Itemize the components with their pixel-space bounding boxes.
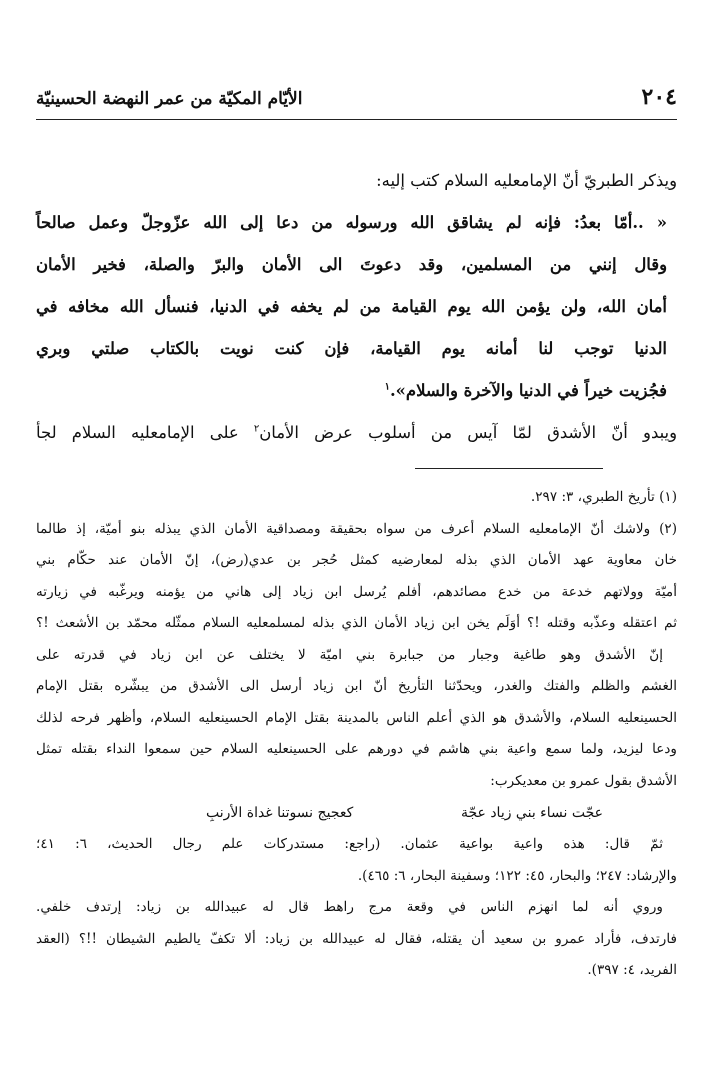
footnotes <box>36 482 677 987</box>
footnote-2-line: ثمّ قال: هذه واعية بواعية عثمان. (راجع: مستدركات علم رجال الحديث، ٦: ٤١؛ <box>36 836 664 852</box>
poem-hemistich-left: كعجيج نسوتنا غداة الأرنبِ <box>206 805 354 821</box>
footnote-2-line: ودعا ليزيد، ولما سمع واعية بني هاشم في دورهم على الحسينعليه السلام حين سمعوا النداء بقتله تمثل <box>36 741 677 757</box>
body-line-part: ويبدو أنّ الأشدق لمّا آيس من أسلوب عرض الأمان <box>259 423 677 442</box>
footnote-ref-2: ٢ <box>253 423 260 435</box>
footnote-2-line: أميّة وولاتهم خدعة من خدع مصائدهم، أفلم يُرسل ابن زياد إلى هاني من يؤمنه ويرغّبه في زيارته <box>36 583 677 600</box>
body-line-part: على الإمامعليه السلام لجأ <box>36 423 239 442</box>
footnote-2-line: الأشدق بقول عمرو بن معديكرب: <box>490 772 677 789</box>
main-text <box>36 160 677 454</box>
poem-hemistich-right: عجّت نساء بني زياد عجّة <box>460 805 603 821</box>
body-line <box>36 412 677 454</box>
footnote-ref-1: ١ <box>384 381 390 393</box>
footnote-2-line: الغشم والظلم والفتك والغدر، ويحدّثنا التأريخ أنّ ابن زياد أرسل الى الأشدق من يبشّره بقتل الإمام <box>36 678 677 694</box>
footnote-2-line: وروي أنه لما انهزم الناس في وقعة مرج راهط قال له عبيدالله بن زياد: إرتدف خلفي. <box>36 899 663 915</box>
header-rule <box>36 119 677 120</box>
quote-line: وقال إنني من المسلمين، وقد دعوتَ الى الأمان والبرّ والصلة، فخير الأمان <box>36 255 667 274</box>
page-number: ٢٠٤ <box>641 84 677 110</box>
page-header <box>36 84 677 110</box>
running-title: الأيّام المكيّة من عمر النهضة الحسينيّة <box>36 89 303 109</box>
quote-line: أمان الله، ولن يؤمن الله يوم القيامة من لم يخفه في الدنيا، فنسأل الله مخافه في <box>36 297 667 316</box>
footnote-2-line: ثم اعتقله وعذّبه وقتله !؟ أوَلَم يخن ابن زياد الأمان الذي بذله لمسلمعليه السلام ممثّله محمّد بن الأشعث !؟ <box>36 615 677 631</box>
footnote-2-line: خان معاوية عهد الأمان الذي بذله لمعارضيه كمثل حُجر بن عدي(رض)، إنّ الأمان عند حكّام بني <box>36 552 677 568</box>
footnote-2-line: فارتدف، فأراد عمرو بن سعيد أن يقتله، فقال له عبيدالله بن زياد: ألا تكفّ يالطيم الشيطان !!؟ (العقد <box>36 930 677 947</box>
quote-end-text: فجُزيت خيراً في الدنيا والآخرة والسلام». <box>389 381 667 400</box>
poem-verse <box>36 797 677 829</box>
footnote-separator <box>415 468 603 469</box>
footnote-2-line: الحسينعليه السلام، والأشدق هو الذي أعلم الناس بالمدينة بقتل الإمام الحسينعليه السلام، وأظهر فرحه لذلك <box>36 709 677 726</box>
footnote-1: (١) تأريخ الطبري، ٣: ٢٩٧. <box>530 489 677 505</box>
footnote-2-line: والإرشاد: ٢٤٧؛ والبحار، ٤٥: ١٢٢؛ وسفينة البحار، ٦: ٤٦٥). <box>357 867 677 884</box>
footnote-2-line: الفريد، ٤: ٣٩٧). <box>587 962 677 978</box>
footnote-2-line: إنّ الأشدق وهو طاغية وجبار من جبابرة بني اميّة لا يختلف عن ابن زياد في قدرته على <box>36 646 663 663</box>
quote-line-last <box>36 370 677 412</box>
quote-line: الدنيا توجب لنا أمانه يوم القيامة، فإن كنت نويت بالكتاب صلتي وبري <box>36 339 667 358</box>
body-line: ويذكر الطبريّ أنّ الإمامعليه السلام كتب إليه: <box>376 171 677 190</box>
footnote-2-line: (٢) ولاشك أنّ الإمامعليه السلام أعرف من سواه بحقيقة ومصداقية الأمان الذي يبذله بنو أميّة، إذ طالما <box>36 520 677 537</box>
quote-line: « ..أمّا بعدُ: فإنه لم يشاقق الله ورسوله من دعا إلى الله عزّوجلّ وعمل صالحاً <box>36 213 667 232</box>
